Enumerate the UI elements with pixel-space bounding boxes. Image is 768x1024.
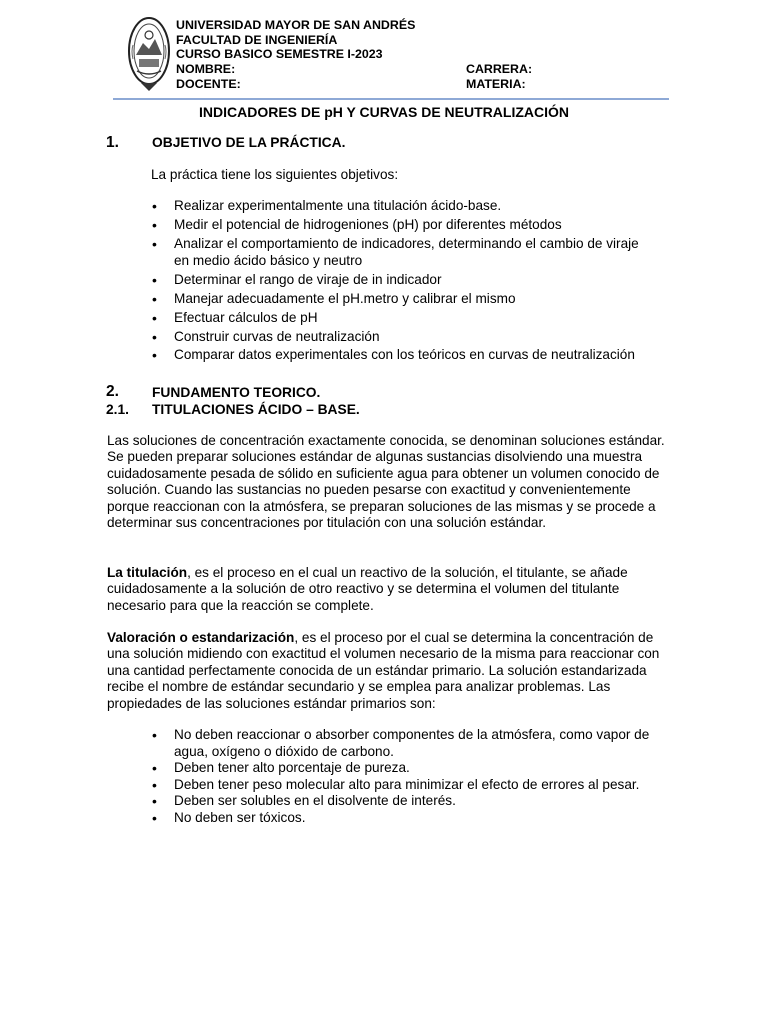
list-item: • Construir curvas de neutralización — [152, 328, 380, 345]
bullet-icon: • — [152, 793, 157, 810]
subsection-2-1-title: TITULACIONES ÁCIDO – BASE. — [152, 402, 360, 417]
bullet-icon: • — [152, 309, 157, 326]
list-item: • No deben reaccionar o absorber componentes de la atmósfera, como vapor de agua, oxígeno o dióxido de carbono. — [152, 727, 650, 759]
header-faculty: FACULTAD DE INGENIERÍA — [176, 33, 338, 47]
bullet-icon: • — [152, 776, 157, 793]
list-item: • Analizar el comportamiento de indicadores, determinando el cambio de viraje en medio ácido básico y neutro — [152, 235, 639, 268]
header-materia-label: MATERIA: — [466, 77, 526, 91]
bullet-icon: • — [152, 290, 157, 307]
bullet-icon: • — [152, 347, 157, 364]
term-valoracion: Valoración o estandarización — [107, 630, 295, 645]
document-title: INDICADORES DE pH Y CURVAS DE NEUTRALIZACIÓN — [199, 104, 569, 120]
list-item: • Determinar el rango de viraje de in indicador — [152, 271, 442, 288]
header-divider — [113, 98, 669, 100]
header-university: UNIVERSIDAD MAYOR DE SAN ANDRÉS — [176, 18, 416, 32]
list-item: • Efectuar cálculos de pH — [152, 309, 318, 326]
list-item: • Deben ser solubles en el disolvente de interés. — [152, 793, 456, 810]
section-1-number: 1. — [106, 134, 119, 151]
list-item: • Deben tener peso molecular alto para minimizar el efecto de errores al pesar. — [152, 776, 640, 793]
header-nombre-label: NOMBRE: — [176, 62, 236, 76]
section-1-title: OBJETIVO DE LA PRÁCTICA. — [152, 135, 346, 150]
list-item: • No deben ser tóxicos. — [152, 809, 306, 826]
subsection-2-1-number: 2.1. — [106, 402, 130, 417]
list-item: • Comparar datos experimentales con los teóricos en curvas de neutralización — [152, 347, 635, 364]
list-item: • Manejar adecuadamente el pH.metro y calibrar el mismo — [152, 290, 516, 307]
bullet-icon: • — [152, 328, 157, 345]
bullet-icon: • — [152, 727, 157, 743]
properties-list — [152, 727, 662, 827]
term-titulacion: La titulación — [107, 565, 188, 580]
bullet-icon: • — [152, 760, 157, 777]
paragraph-valoracion: Valoración o estandarización, es el proceso por el cual se determina la concentración de una solución midiendo con exactitud el volumen necesario de la misma para reaccionar con una cantidad perfectamente conocida de un estándar primario. La solución estandarizada recibe el nombre de estándar secundario y se emplea para analizar problemas. Las propiedades de las soluciones estándar primarios son: — [107, 630, 660, 711]
header-carrera-label: CARRERA: — [466, 62, 533, 76]
objectives-list — [152, 198, 652, 366]
paragraph-soluciones-estandar: Las soluciones de concentración exactamente conocida, se denominan soluciones estándar. Se pueden preparar soluciones estándar de algunas sustancias disolviendo una muestra cuidadosamente pesada de sólido en suficiente agua para obtener un volumen conocido de solución. Cuando las sustancias no pueden pesarse con exactitud y convenientemente porque reaccionan con la atmósfera, se preparan soluciones de las mismas y se procede a determinar sus concentraciones por titulación con una solución estándar. — [107, 433, 665, 531]
section-2-title: FUNDAMENTO TEORICO. — [152, 385, 321, 400]
bullet-icon: • — [152, 809, 157, 826]
list-item: • Realizar experimentalmente una titulación ácido-base. — [152, 198, 502, 214]
header-course: CURSO BASICO SEMESTRE I-2023 — [176, 47, 383, 61]
bullet-icon: • — [152, 235, 157, 252]
bullet-icon: • — [152, 216, 157, 233]
header-docente-label: DOCENTE: — [176, 77, 241, 91]
bullet-icon: • — [152, 271, 157, 288]
list-item: • Deben tener alto porcentaje de pureza. — [152, 760, 410, 777]
objectives-intro: La práctica tiene los siguientes objetivos: — [151, 167, 399, 182]
paragraph-titulacion: La titulación, es el proceso en el cual un reactivo de la solución, el titulante, se añade cuidadosamente a la solución de otro reactivo y se determina el volumen del titulante necesario para que la reacción se complete. — [107, 565, 628, 613]
university-seal-icon — [127, 15, 171, 93]
bullet-icon: • — [152, 198, 157, 214]
list-item: • Medir el potencial de hidrogeniones (pH) por diferentes métodos — [152, 216, 562, 233]
section-2-number: 2. — [106, 383, 119, 400]
